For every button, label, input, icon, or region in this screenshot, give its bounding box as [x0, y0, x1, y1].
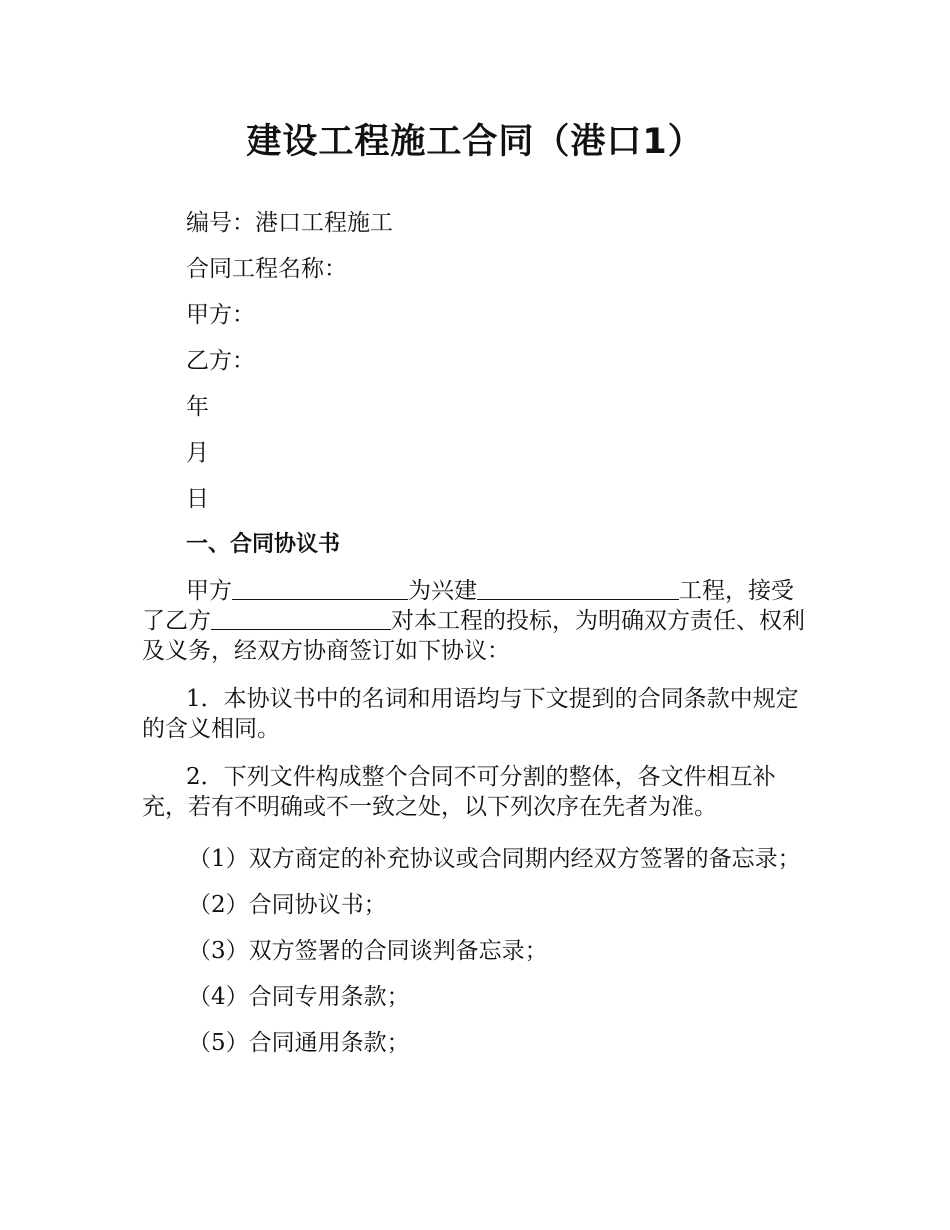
clause-2: 2．下列文件构成整个合同不可分割的整体，各文件相互补充，若有不明确或不一致之处，以下列次序在先者为准。 — [142, 764, 776, 820]
document-body — [142, 200, 812, 1064]
blank-project — [477, 577, 679, 600]
document-title: 建设工程施工合同（港口1） — [246, 122, 704, 162]
field-day: 日 — [186, 486, 209, 512]
blank-party-a — [232, 577, 408, 600]
section-heading-agreement: 一、合同协议书 — [186, 532, 341, 557]
field-year: 年 — [186, 394, 209, 420]
intro-text-4: 对本工程的投标，为明确双方责任、权利及义务，经双方协商签订如下协议： — [142, 608, 805, 664]
field-project-name: 合同工程名称： — [186, 256, 347, 282]
field-party-a: 甲方： — [186, 302, 255, 328]
blank-party-b — [211, 607, 391, 630]
clause-1: 1．本协议书中的名词和用语均与下文提到的合同条款中规定的含义相同。 — [142, 686, 799, 742]
list-item-5: （5）合同通用条款； — [188, 1030, 410, 1056]
field-contract-number: 编号：港口工程施工 — [186, 210, 393, 236]
intro-text-2: 为兴建 — [408, 578, 477, 604]
intro-paragraph — [142, 570, 812, 666]
list-item-3: （3）双方签署的合同谈判备忘录； — [188, 938, 548, 964]
field-month: 月 — [186, 440, 209, 466]
list-item-1: （1）双方商定的补充协议或合同期内经双方签署的备忘录； — [188, 846, 801, 872]
intro-text-3: 工程，接受了乙方 — [142, 578, 794, 634]
list-item-2: （2）合同协议书； — [188, 892, 387, 918]
list-item-4: （4）合同专用条款； — [188, 984, 410, 1010]
field-party-b: 乙方： — [186, 348, 255, 374]
intro-text-1: 甲方 — [186, 578, 232, 604]
